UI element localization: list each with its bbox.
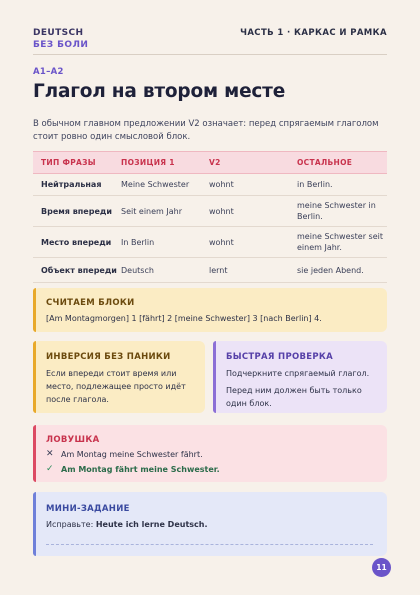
table-row — [33, 258, 387, 283]
callout-accent-bar — [213, 341, 216, 413]
callout-title: СЧИТАЕМ БЛОКИ — [46, 298, 135, 308]
callout-accent-bar — [33, 341, 36, 413]
task-label: Исправьте: — [46, 520, 96, 529]
brand-logo — [33, 27, 88, 51]
task-sentence: Heute ich lerne Deutsch. — [95, 520, 208, 529]
checkmark-icon: ✓ — [46, 464, 54, 474]
table-cell: wohnt — [209, 206, 234, 216]
task-text — [46, 520, 208, 529]
table-cell: Deutsch — [121, 265, 154, 275]
column-header: ПОЗИЦИЯ 1 — [121, 158, 175, 167]
table-cell: Seit einem Jahr — [121, 206, 182, 216]
inversion-callout — [33, 341, 205, 413]
wrong-example — [46, 449, 203, 459]
cross-icon: ✕ — [46, 449, 54, 459]
correct-example-text: Am Montag fährt meine Schwester. — [61, 464, 220, 474]
callout-title: МИНИ-ЗАДАНИЕ — [46, 504, 130, 514]
header-divider — [33, 54, 387, 55]
table-cell: sie jeden Abend. — [297, 265, 364, 275]
table-cell: Объект впереди — [41, 265, 117, 275]
quick-check-callout — [213, 341, 387, 413]
v2-table — [33, 151, 387, 283]
page-number: 11 — [372, 558, 391, 577]
callout-accent-bar — [33, 425, 36, 482]
table-cell: in Berlin. — [297, 180, 333, 189]
table-row — [33, 174, 387, 196]
mini-task-callout — [33, 492, 387, 556]
table-row — [33, 227, 387, 258]
table-cell: Meine Schwester — [121, 180, 190, 189]
table-cell: wohnt — [209, 180, 234, 189]
column-header: ОСТАЛЬНОЕ — [297, 158, 353, 167]
callout-text: [Am Montagmorgen] 1 [fährt] 2 [meine Schwester] 3 [nach Berlin] 4. — [46, 314, 322, 323]
answer-line[interactable] — [46, 544, 373, 545]
callout-title: БЫСТРАЯ ПРОВЕРКА — [226, 352, 334, 362]
table-cell: meine Schwester seit einem Jahr. — [297, 232, 383, 252]
callout-text: Перед ним должен быть только один блок. — [226, 386, 362, 408]
table-header — [33, 151, 387, 174]
level-badge: A1–A2 — [33, 67, 64, 77]
callout-title: ИНВЕРСИЯ БЕЗ ПАНИКИ — [46, 352, 171, 362]
table-cell: In Berlin — [121, 237, 155, 247]
section-label: ЧАСТЬ 1 · КАРКАС И РАМКА — [240, 28, 387, 38]
callout-text: Подчеркните спрягаемый глагол. — [226, 369, 370, 378]
intro-text: В обычном главном предложении V2 означает: перед спрягаемым глаголом стоит ровно один смысловой блок. — [33, 119, 379, 142]
correct-example — [46, 464, 220, 474]
callout-title: ЛОВУШКА — [46, 435, 100, 445]
trap-callout — [33, 425, 387, 482]
count-blocks-callout — [33, 288, 387, 332]
table-cell: Место впереди — [41, 237, 112, 247]
table-cell: Время впереди — [41, 206, 112, 216]
table-row — [33, 196, 387, 227]
callout-accent-bar — [33, 288, 36, 332]
brand-line-1: DEUTSCH — [33, 28, 84, 38]
column-header: V2 — [209, 158, 221, 167]
callout-accent-bar — [33, 492, 36, 556]
table-cell: lernt — [209, 265, 228, 275]
column-header: ТИП ФРАЗЫ — [41, 158, 96, 167]
brand-line-2: БЕЗ БОЛИ — [33, 40, 89, 50]
table-cell: meine Schwester in Berlin. — [297, 201, 376, 221]
wrong-example-text: Am Montag meine Schwester fährt. — [61, 449, 203, 459]
page-title: Глагол на втором месте — [33, 81, 286, 102]
table-cell: Нейтральная — [41, 180, 102, 189]
callout-text: Если впереди стоит время или место, подлежащее просто идёт после глагола. — [46, 369, 186, 404]
table-cell: wohnt — [209, 237, 234, 247]
